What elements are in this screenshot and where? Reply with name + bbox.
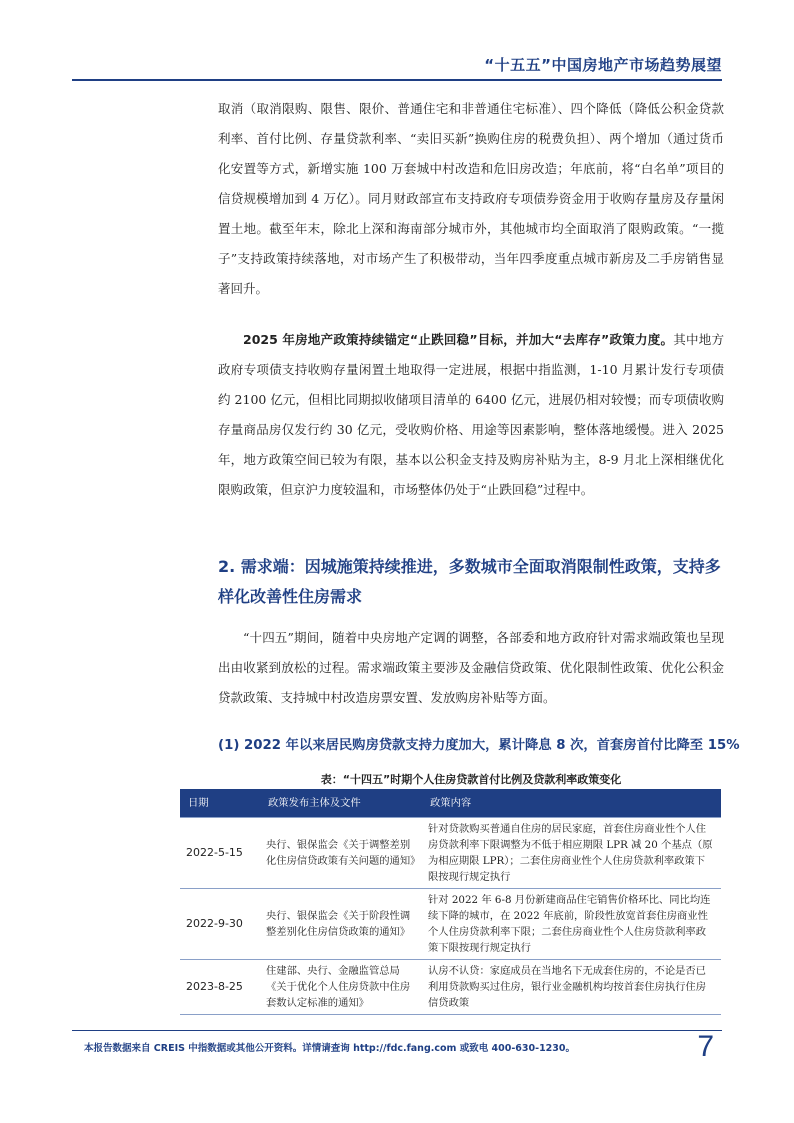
paragraph-demand-side [218,623,724,713]
cell-date: 2022-9-30 [180,889,260,960]
cell-content: 认房不认贷：家庭成员在当地名下无成套住房的，不论是否已利用贷款购买过住房，银行业金融机构均按首套住房执行住房信贷政策 [422,960,721,1015]
column-header-content: 政策内容 [422,789,721,818]
header-title: “十五五”中国房地产市场趋势展望 [484,56,722,74]
paragraph-text: “十四五”期间，随着中央房地产定调的调整，各部委和地方政府针对需求端政策也呈现出由收紧到放松的过程。需求端政策主要涉及金融信贷政策、优化限制性政策、优化公积金贷款政策、支持城中村改造房票安置、发放购房补贴等方面。 [218,630,724,705]
cell-date: 2022-5-15 [180,818,260,889]
table-row [180,960,721,1015]
table-header-row [180,789,721,818]
table-row [180,818,721,889]
cell-issuer: 住建部、央行、金融监管总局《关于优化个人住房贷款中住房套数认定标准的通知》 [260,960,422,1015]
column-header-date: 日期 [180,789,260,818]
policy-table [180,789,721,1015]
table-row [180,889,721,960]
footer-source-note: 本报告数据来自 CREIS 中指数据或其他公开资料。详情请查询 http://fdc.fang.com 或致电 400-630-1230。 [84,1043,576,1054]
cell-content: 针对 2022 年 6-8 月份新建商品住宅销售价格环比、同比均连续下降的城市，在 2022 年底前，阶段性放宽首套住房商业性个人住房贷款利率下限；二套住房商业性个人住房贷款利率政策下限按现行规定执行 [422,889,721,960]
column-header-issuer: 政策发布主体及文件 [260,789,422,818]
section-heading: 2. 需求端：因城施策持续推进，多数城市全面取消限制性政策，支持多样化改善性住房需求 [218,557,721,606]
subsection-heading: (1) 2022 年以来居民购房贷款支持力度加大，累计降息 8 次，首套房首付比降至 15% [218,738,740,753]
paragraph-text [218,325,724,505]
paragraph-policy-loosening [218,94,724,304]
cell-issuer: 央行、银保监会《关于阶段性调整差别化住房信贷政策的通知》 [260,889,422,960]
cell-date: 2023-8-25 [180,960,260,1015]
footer-divider [72,1030,722,1031]
cell-issuer: 央行、银保监会《关于调整差别化住房信贷政策有关问题的通知》 [260,818,422,889]
header-divider [72,79,722,81]
paragraph-2025-policy [218,325,724,505]
paragraph-lead: 2025 年房地产政策持续锚定“止跌回稳”目标，并加大“去库存”政策力度。 [243,332,674,347]
cell-content: 针对贷款购买普通自住房的居民家庭，首套住房商业性个人住房贷款利率下限调整为不低于相应期限 LPR 减 20 个基点（原为相应期限 LPR）；二套住房商业性个人住房贷款利率政策下限按现行规定执行 [422,818,721,889]
table-caption: 表：“十四五”时期个人住房贷款首付比例及贷款利率政策变化 [320,773,622,786]
paragraph-text: 取消（取消限购、限售、限价、普通住宅和非普通住宅标准）、四个降低（降低公积金贷款利率、首付比例、存量贷款利率、“卖旧买新”换购住房的税费负担）、两个增加（通过货币化安置等方式，新增实施 100 万套城中村改造和危旧房改造；年底前，将“白名单”项目的信贷规模增加到 4 万亿）。同月财政部宣布支持政府专项债券资金用于收购存量房及存量闲置土地。截至年末，除北上深和海南部分城市外，其他城市均全面取消了限购政策。“一揽子”支持政策持续落地，对市场产生了积极带动，当年四季度重点城市新房及二手房销售显著回升。 [218,101,724,296]
paragraph-body: 其中地方政府专项债支持收购存量闲置土地取得一定进展，根据中指监测，1-10 月累计发行专项债约 2100 亿元，但相比同期拟收储项目清单的 6400 亿元，进展仍相对较慢；而专项债收购存量商品房仅发行约 30 亿元，受收购价格、用途等因素影响，整体落地缓慢。进入 2025 年，地方政策空间已较为有限，基本以公积金支持及购房补贴为主，8-9 月北上深相继优化限购政策，但京沪力度较温和，市场整体仍处于“止跌回稳”过程中。 [218,332,724,497]
page-number: 7 [697,1030,714,1063]
